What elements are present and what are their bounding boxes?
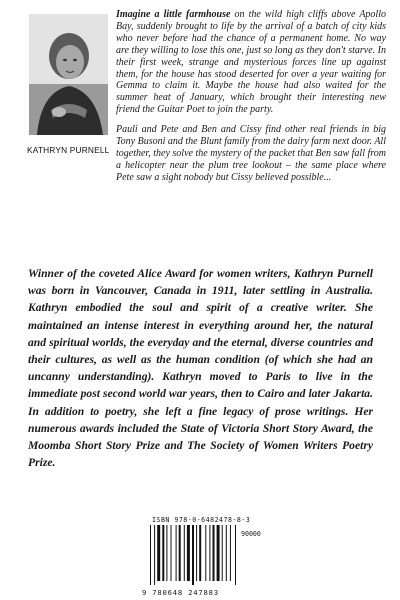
barcode-bar bbox=[176, 525, 177, 581]
barcode-bar bbox=[217, 525, 220, 581]
author-caption: KATHRYN PURNELL bbox=[27, 145, 110, 155]
barcode-bar bbox=[157, 525, 160, 581]
barcode-bar bbox=[150, 525, 151, 585]
barcode-bar bbox=[226, 525, 227, 581]
blurb-lead: Imagine a little farmhouse bbox=[116, 9, 231, 20]
book-blurb bbox=[116, 9, 386, 192]
barcode-bar bbox=[171, 525, 172, 581]
author-biography: Winner of the coveted Alice Award for women writers, Kathryn Purnell was born in Vancouver, Canada in 1911, later settling in Australia. Kathryn embodied the soul and spirit of a creative writer. She maintained an intense interest in everything around her, the natural and spiritual worlds, the everyday and the eternal, diverse countries and their cultures, as well as the human condition (of which she had an uncanny understanding). Kathryn moved to Paris to live in the immediate post second world war years, then to Cairo and later Jakarta. In addition to poetry, she left a fine legacy of prose writings. Her numerous awards included the State of Victoria Short Story Award, the Moomba Short Story Prize and The Society of Women Writers Poetry Prize. bbox=[28, 267, 373, 470]
blurb-text: on the wild high cliffs above Apollo Bay, suddenly brought to life by the arrival of a batch of city kids who never before had the chance of a permanent home. No way are they willing to lose this one, just so long as they don't starve. In their first week, strange and mysterious forces line up against them, for the house has stood deserted for over a year waiting for Gemma to claim it. Maybe the house had also waited for the summer heat of January, which brought their interesting new friend the Guitar Poet to join the party. bbox=[116, 9, 386, 116]
barcode-bar bbox=[213, 525, 215, 581]
barcode-bar bbox=[196, 525, 197, 581]
isbn-number: ISBN 978-0-6482478-8-3 bbox=[152, 516, 251, 524]
barcode-bar bbox=[199, 525, 201, 581]
barcode-bar bbox=[235, 525, 236, 585]
price-code: 90000 bbox=[241, 530, 261, 538]
ean-digits: 9 780648 247883 bbox=[142, 588, 219, 597]
barcode-bar bbox=[179, 525, 181, 581]
barcode-bar bbox=[209, 525, 210, 581]
barcode-bar bbox=[192, 525, 194, 585]
blurb-paragraph-1 bbox=[116, 9, 386, 116]
author-photo bbox=[29, 14, 108, 135]
barcode-bar bbox=[162, 525, 164, 581]
barcode-bar bbox=[184, 525, 185, 581]
isbn-barcode bbox=[142, 516, 269, 596]
barcode-bar bbox=[205, 525, 206, 581]
barcode-bar bbox=[230, 525, 231, 581]
barcode-bar bbox=[222, 525, 223, 581]
author-portrait-icon bbox=[29, 14, 108, 135]
barcode-bar bbox=[154, 525, 155, 585]
barcode-bar bbox=[166, 525, 167, 581]
blurb-paragraph-2: Pauli and Pete and Ben and Cissy find other real friends in big Tony Busoni and the Blunt family from the dairy farm next door. All together, they solve the mystery of the packet that Ben saw fall from a helicopter near the plum tree lookout – the same place where Pete saw a sight nobody but Cissy believed possible... bbox=[116, 124, 386, 183]
barcode-bar bbox=[187, 525, 190, 581]
